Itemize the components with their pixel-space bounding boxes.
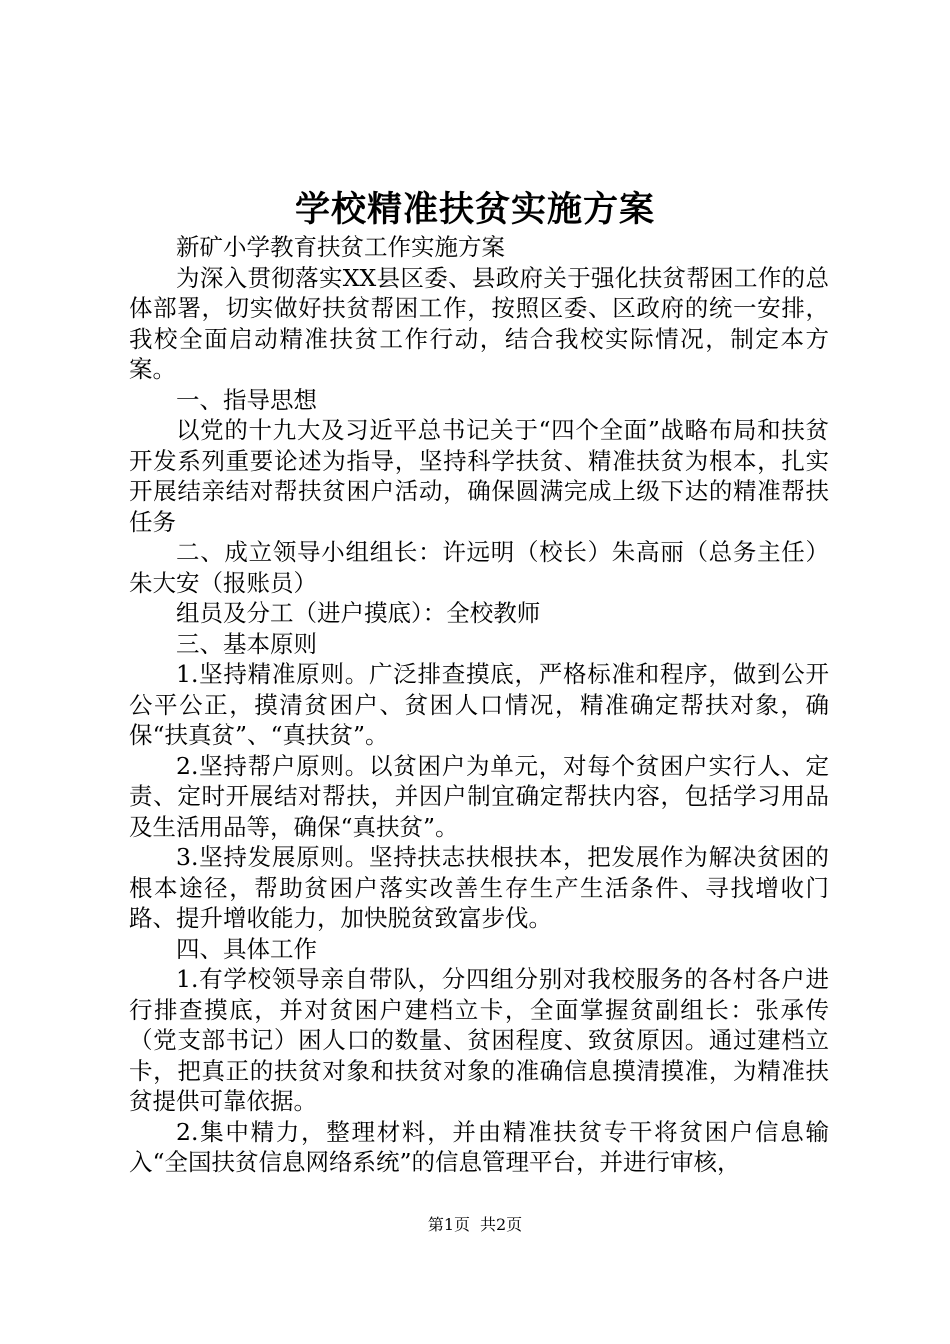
- paragraph-subtitle: 新矿小学教育扶贫工作实施方案: [176, 233, 505, 261]
- page-footer: [0, 1214, 950, 1236]
- paragraph-work-2: 2.集中精力，整理材料，并由精准扶贫专干将贫困户信息输入“全国扶贫信息网络系统”的信息管理平台，并进行审核，: [129, 1117, 829, 1176]
- document-body: [129, 232, 829, 1178]
- section-heading-4: 四、具体工作: [176, 934, 317, 963]
- section-heading-1: 一、指导思想: [176, 385, 317, 414]
- paragraph-principle-3: 3.坚持发展原则。坚持扶志扶根扶本，把发展作为解决贫困的根本途径，帮助贫困户落实改善生存生产生活条件、寻找增收门路、提升增收能力，加快脱贫致富步伐。: [129, 843, 829, 932]
- paragraph-principle-2: 2.坚持帮户原则。以贫困户为单元，对每个贫困户实行人、定责、定时开展结对帮扶，并因户制宜确定帮扶内容，包括学习用品及生活用品等，确保“真扶贫”。: [129, 751, 829, 841]
- paragraph-work-1: 1.有学校领导亲自带队，分四组分别对我校服务的各村各户进行排查摸底，并对贫困户建档立卡，全面掌握贫副组长：张承传（党支部书记）困人口的数量、贫困程度、致贫原因。通过建档立卡，把真正的扶贫对象和扶贫对象的准确信息摸清摸准，为精准扶贫提供可靠依据。: [129, 965, 829, 1115]
- page-number-total: 共2页: [480, 1215, 523, 1234]
- section-heading-2-leadership: 二、成立领导小组组长：许远明（校长）朱高丽（总务主任）朱大安（报账员）: [129, 538, 829, 597]
- paragraph-principle-1: 1.坚持精准原则。广泛排查摸底，严格标准和程序，做到公开公平公正，摸清贫困户、贫困人口情况，精准确定帮扶对象，确保“扶真贫”、“真扶贫”。: [129, 660, 829, 749]
- paragraph-guiding-thought: 以党的十九大及习近平总书记关于“四个全面”战略布局和扶贫开发系列重要论述为指导，坚持科学扶贫、精准扶贫为根本，扎实开展结亲结对帮扶贫困户活动，确保圆满完成上级下达的精准帮扶任务: [129, 416, 829, 536]
- page-number-current: 第1页: [427, 1215, 470, 1234]
- section-heading-3: 三、基本原则: [176, 629, 317, 658]
- paragraph-intro: 为深入贯彻落实XX县区委、县政府关于强化扶贫帮困工作的总体部署，切实做好扶贫帮困工作，按照区委、区政府的统一安排，我校全面启动精准扶贫工作行动，结合我校实际情况，制定本方案。: [129, 263, 829, 383]
- paragraph-members: 组员及分工（进户摸底）：全校教师: [176, 599, 541, 627]
- document-title: 学校精准扶贫实施方案: [294, 189, 655, 230]
